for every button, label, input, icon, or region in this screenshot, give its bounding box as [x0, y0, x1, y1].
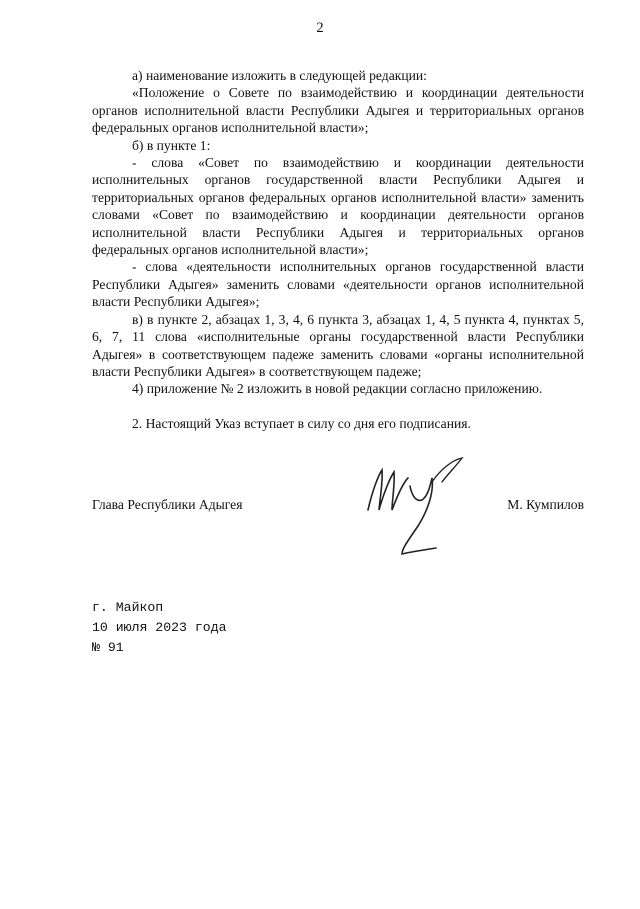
footer-number: № 91 [92, 640, 124, 655]
paragraph-effective: 2. Настоящий Указ вступает в силу со дня его подписания. [132, 415, 471, 431]
footer-city: г. Майкоп [92, 600, 164, 615]
signatory-position: Глава Республики Адыгея [92, 497, 243, 512]
handwritten-signature [362, 452, 482, 562]
document-footer [92, 598, 227, 658]
footer-date: 10 июля 2023 года [92, 620, 227, 635]
document-body [92, 67, 584, 432]
paragraph-replace-activity: - слова «деятельности исполнительных органов государственной власти Республики Адыгея» заменить словами «деятельности органов исполнительной власти Республики Адыгея»; [92, 259, 584, 310]
paragraph-item-4: 4) приложение № 2 изложить в новой редакции согласно приложению. [132, 381, 543, 397]
paragraph-item-b: б) в пункте 1: [132, 137, 211, 153]
paragraph-new-title: «Положение о Совете по взаимодействию и координации деятельности органов исполнительной власти Республики Адыгея и территориальных органов федеральных органов исполнительной власти»; [92, 85, 584, 136]
page-number: 2 [316, 20, 324, 36]
paragraph-item-v: в) в пункте 2, абзацах 1, 3, 4, 6 пункта 3, абзацах 1, 4, 5 пункта 4, пунктах 5, 6, 7, 11 слова «исполнительные органы государственной власти Республики Адыгея» в соответствующем падеже заменить словами «органы исполнительной власти Республики Адыгея» в соответствующем падеже; [92, 311, 584, 379]
paragraph-replace-council-name: - слова «Совет по взаимодействию и координации деятельности исполнительных органов государственной власти Республики Адыгея и территориальных органов федеральных органов исполнительной власти» заменить словами «Совет по взаимодействию и координации деятельности органов исполнительной власти Республики Адыгея и территориальных органов федеральных органов исполнительной власти»; [92, 155, 584, 258]
paragraph-item-a: а) наименование изложить в следующей редакции: [132, 68, 427, 83]
signatory-name: М. Кумпилов [507, 497, 584, 512]
